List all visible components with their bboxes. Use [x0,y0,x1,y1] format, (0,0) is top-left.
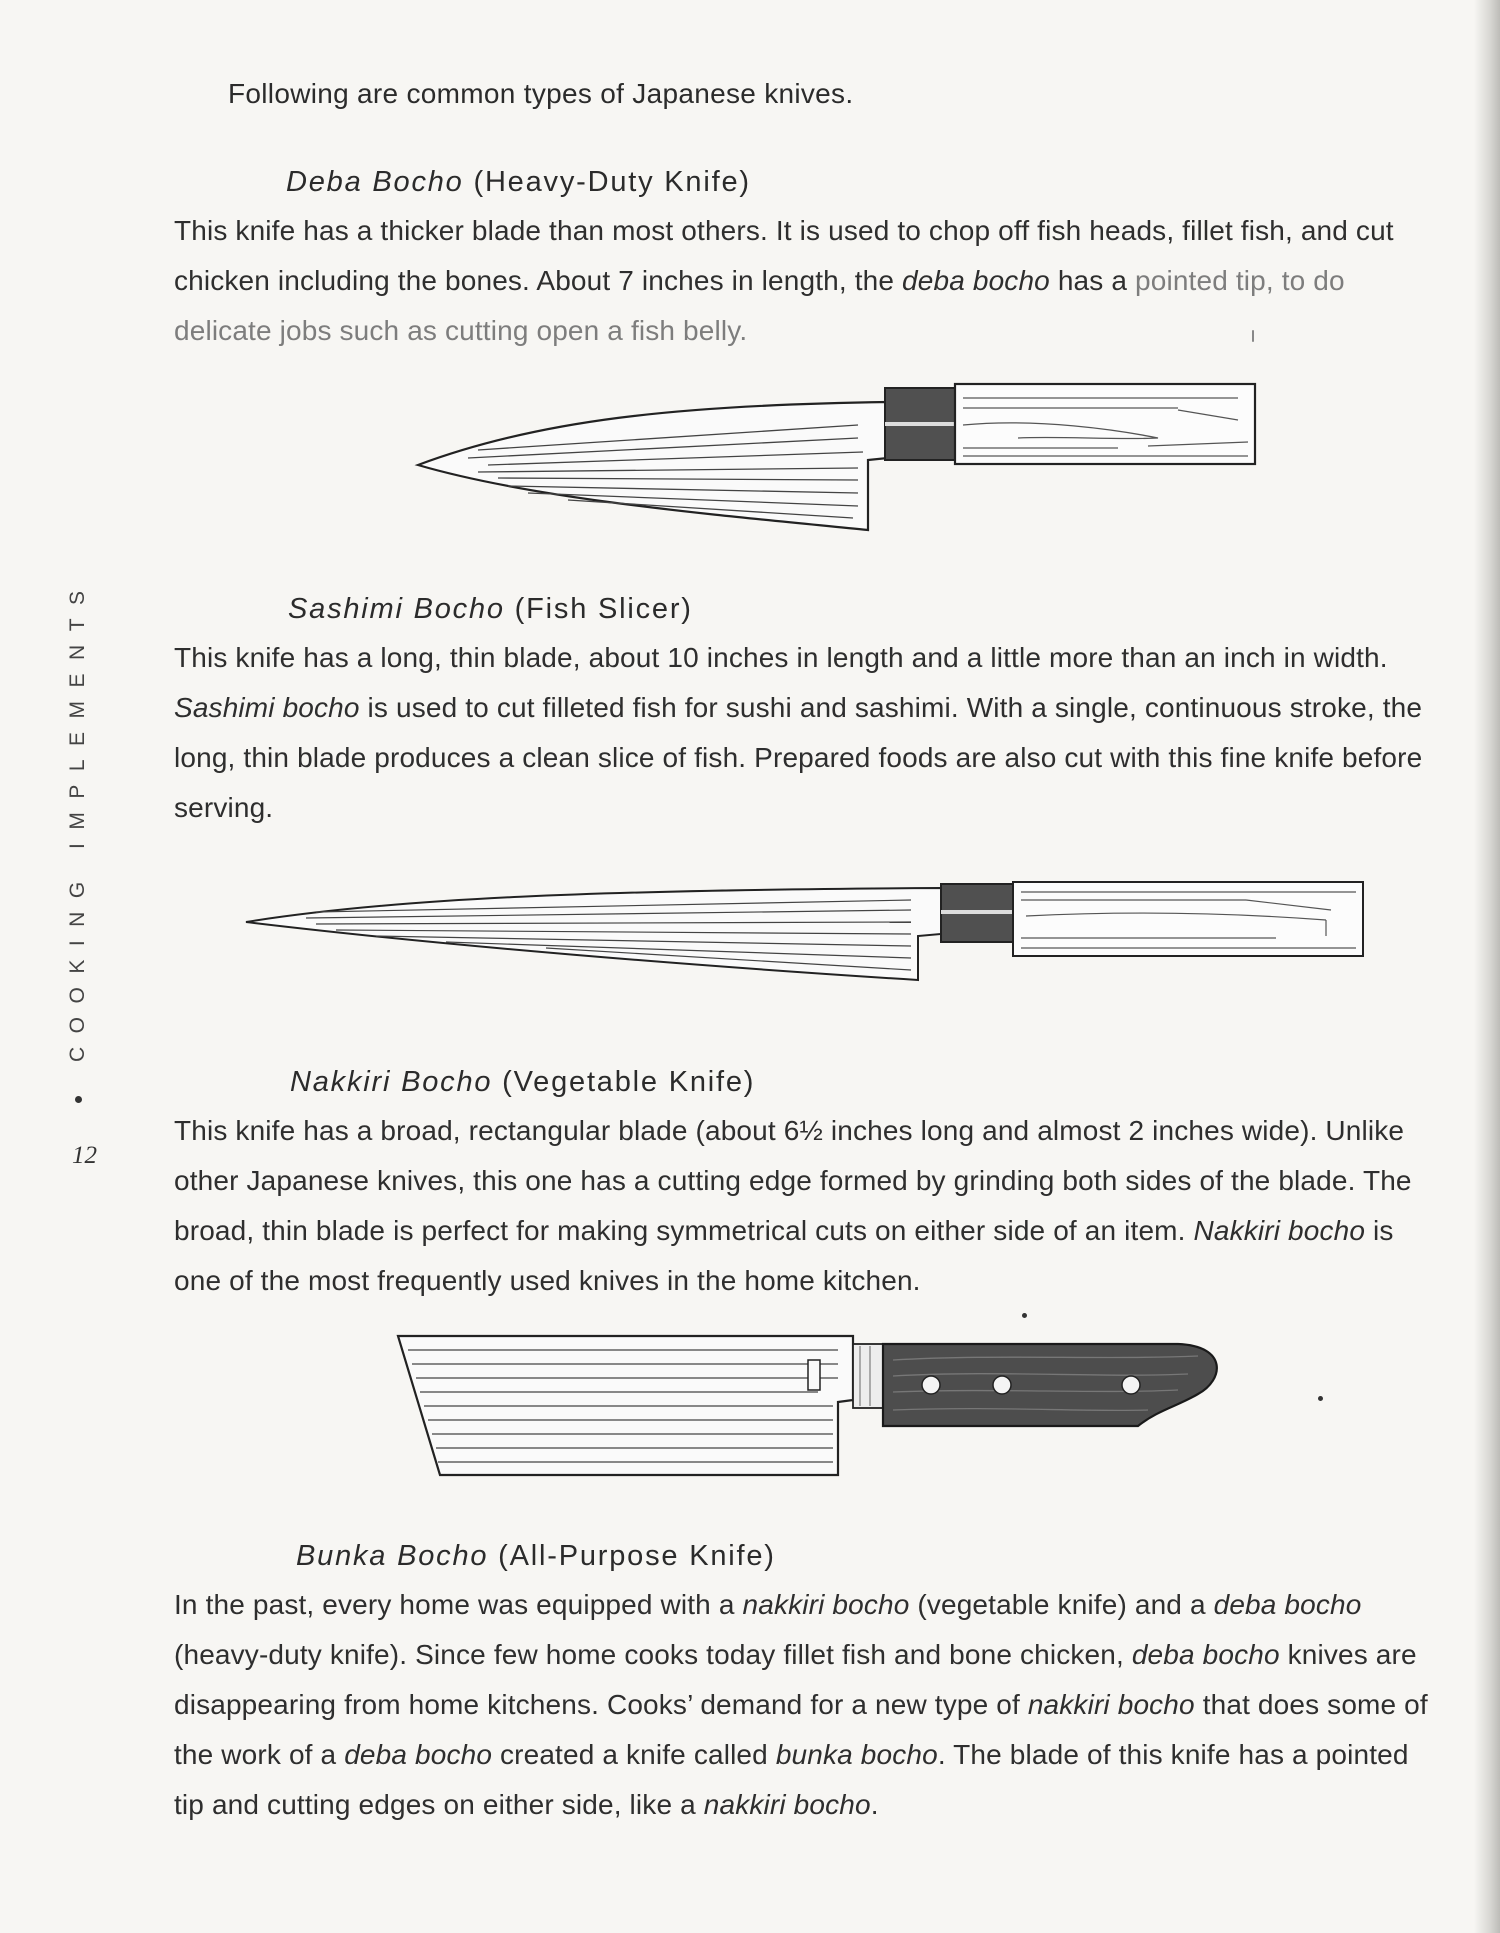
sashimi-heading-name: Sashimi Bocho [288,593,505,625]
text-run: created a knife called [492,1739,776,1770]
text-run: In the past, every home was equipped with a [174,1589,743,1620]
italic-term: nakkiri bocho [1027,1689,1195,1720]
text-run: that does some of the work of a [174,1689,1428,1770]
text-run: (heavy-duty knife). Since few home cooks today fillet fish and bone chicken, [174,1639,1132,1670]
bunka-heading [296,1540,776,1573]
sashimi-bocho-knife-illustration [246,876,1366,996]
sashimi-heading [288,593,693,626]
deba-heading-name: Deba Bocho [286,166,464,198]
italic-term: bunka bocho [775,1739,938,1770]
page-edge-shadow [1474,0,1500,1933]
text-run: . [870,1789,879,1820]
deba-heading [286,166,751,199]
italic-term: Sashimi bocho [174,692,360,723]
text-run: is used to cut filleted fish for sushi and sashimi. With a single, continuous stroke, the long, thin blade produces a clean slice of fish. Prepared foods are also cut with this fine knife before serving. [174,692,1423,823]
deba-description [174,206,1434,356]
deba-heading-desc: (Heavy-Duty Knife) [463,166,751,198]
nakkiri-heading-name: Nakkiri Bocho [290,1066,493,1098]
nakkiri-bocho-knife-illustration [398,1330,1228,1480]
text-run: has a [1049,265,1135,296]
nakkiri-heading [290,1066,755,1099]
text-run: knives are disappearing from home kitchens. Cooks’ demand for a new type of [174,1639,1417,1720]
text-run: This knife has a long, thin blade, about 10 inches in length and a little more than an inch in width. [174,642,1388,673]
side-label-bullet [75,1096,82,1103]
deba-bocho-knife-illustration [418,380,1258,560]
sashimi-description [174,633,1434,833]
italic-term: deba bocho [344,1739,493,1770]
italic-term: deba bocho [1213,1589,1362,1620]
text-run: pointed tip, to do delicate jobs such as cutting open a fish belly. [174,265,1345,346]
italic-term: nakkiri bocho [703,1789,871,1820]
chapter-side-label: COOKING IMPLEMENTS [66,577,89,1062]
italic-term: nakkiri bocho [742,1589,910,1620]
text-run: is one of the most frequently used knives in the home kitchen. [174,1215,1394,1296]
text-run: This knife has a broad, rectangular blade (about 6½ inches long and almost 2 inches wide). Unlike other Japanese knives, this one has a cutting edge formed by grinding both sides of the blade. The broad, thin blade is perfect for making symmetrical cuts on either side of an item. [174,1115,1412,1246]
nakkiri-description [174,1106,1434,1306]
text-run: This knife has a thicker blade than most others. It is used to chop off fish heads, fillet fish, and cut chicken including the bones. About 7 inches in length, the [174,215,1394,296]
scan-speck [1252,330,1254,342]
page-number: 12 [72,1142,97,1169]
italic-term: deba bocho [1131,1639,1280,1670]
text-run: . The blade of this knife has a pointed tip and cutting edges on either side, like a [174,1739,1409,1820]
bunka-description [174,1580,1434,1830]
nakkiri-heading-desc: (Vegetable Knife) [492,1066,756,1098]
text-run: (vegetable knife) and a [909,1589,1214,1620]
bunka-heading-desc: (All-Purpose Knife) [488,1540,776,1572]
italic-term: Nakkiri bocho [1193,1215,1366,1246]
scan-speck [1022,1313,1027,1318]
bunka-heading-name: Bunka Bocho [296,1540,489,1572]
italic-term: deba bocho [902,265,1050,296]
scan-speck [1318,1396,1323,1401]
sashimi-heading-desc: (Fish Slicer) [504,593,693,625]
intro-sentence: Following are common types of Japanese knives. [228,78,854,109]
